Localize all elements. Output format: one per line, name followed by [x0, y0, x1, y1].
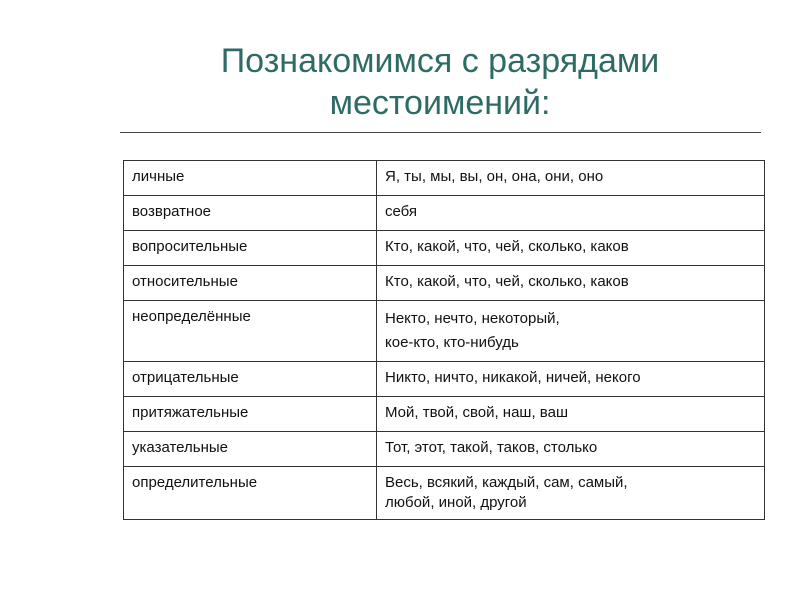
examples-cell: Тот, этот, такой, таков, столько: [377, 432, 765, 467]
category-cell: отрицательные: [124, 362, 377, 397]
examples-line: любой, иной, другой: [385, 494, 527, 511]
category-cell: указательные: [124, 432, 377, 467]
table-row: [124, 397, 765, 432]
examples-cell: Кто, какой, что, чей, сколько, каков: [377, 266, 765, 301]
slide-title-line-1: Познакомимся с разрядами: [220, 42, 660, 80]
category-cell: вопросительные: [124, 231, 377, 266]
examples-line: Весь, всякий, каждый, сам, самый,: [385, 474, 628, 491]
table-row: [124, 196, 765, 231]
examples-cell: Мой, твой, свой, наш, ваш: [377, 397, 765, 432]
table-row: [124, 266, 765, 301]
category-cell: возвратное: [124, 196, 377, 231]
table-row: [124, 467, 765, 520]
examples-cell: [377, 467, 765, 520]
table-row: [124, 161, 765, 196]
examples-line: Некто, нечто, некоторый,: [385, 310, 560, 327]
examples-cell: Кто, какой, что, чей, сколько, каков: [377, 231, 765, 266]
category-cell: относительные: [124, 266, 377, 301]
table-row: [124, 301, 765, 362]
slide-title-line-2: местоимений:: [329, 84, 551, 122]
title-divider: [120, 132, 761, 133]
category-cell: притяжательные: [124, 397, 377, 432]
table-row: [124, 231, 765, 266]
table-row: [124, 432, 765, 467]
category-cell: личные: [124, 161, 377, 196]
examples-cell: Никто, ничто, никакой, ничей, некого: [377, 362, 765, 397]
examples-cell: [377, 301, 765, 362]
table-row: [124, 362, 765, 397]
pronoun-categories-table: [123, 160, 765, 520]
category-cell: определительные: [124, 467, 377, 520]
examples-line: кое-кто, кто-нибудь: [385, 334, 519, 351]
examples-cell: Я, ты, мы, вы, он, она, они, оно: [377, 161, 765, 196]
slide-title: [120, 40, 760, 124]
category-cell: неопределённые: [124, 301, 377, 362]
examples-cell: себя: [377, 196, 765, 231]
